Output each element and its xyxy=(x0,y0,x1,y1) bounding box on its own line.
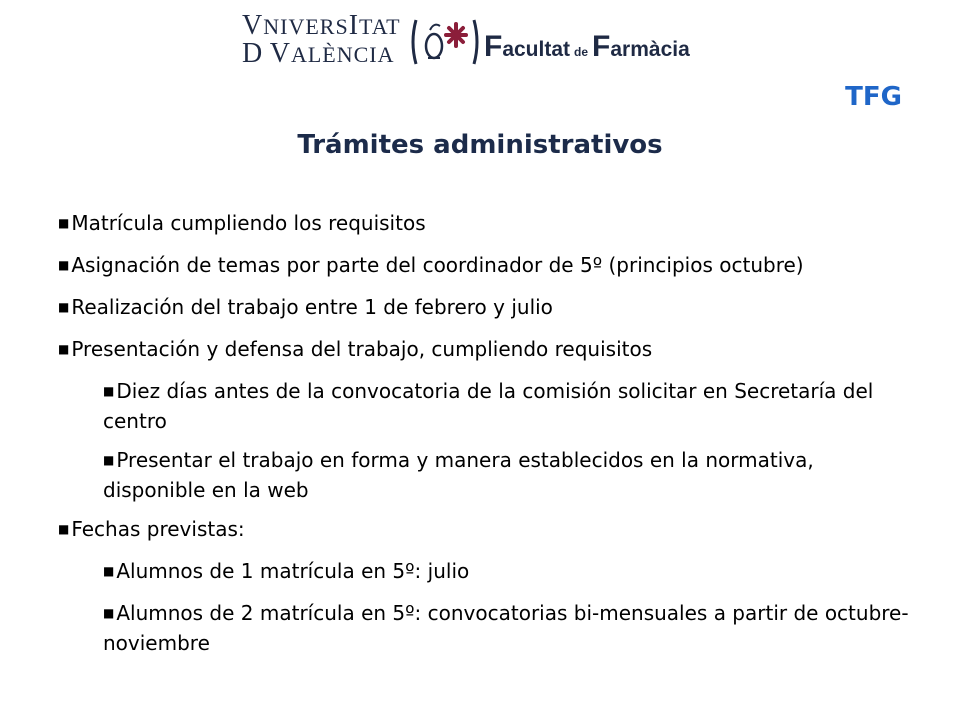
bullet-icon: ■ xyxy=(58,258,70,272)
faculty-letter: F xyxy=(484,30,503,63)
logo-letter: I xyxy=(348,10,360,41)
tfg-tag: TFG xyxy=(845,82,902,112)
list-subitem xyxy=(58,447,918,504)
faculty-name xyxy=(484,30,690,64)
faculty-word: de xyxy=(574,45,589,59)
list-item xyxy=(58,252,918,282)
logo-text: NIVERS xyxy=(263,14,349,39)
bullet-list xyxy=(58,210,918,669)
logo-letter: V xyxy=(242,10,264,41)
list-item xyxy=(58,294,918,324)
list-item-text: Fechas previstas: xyxy=(71,517,245,541)
bullet-icon: ■ xyxy=(58,300,70,314)
list-item xyxy=(58,210,918,240)
list-item-text: Alumnos de 1 matrícula en 5º: julio xyxy=(116,559,470,583)
list-item-text: Matrícula cumpliendo los requisitos xyxy=(71,211,426,235)
bullet-icon: ■ xyxy=(103,453,115,467)
list-subitem xyxy=(58,600,918,657)
list-subitem xyxy=(58,378,918,435)
page-title: Trámites administrativos xyxy=(297,130,663,160)
list-item-text: Alumnos de 2 matrícula en 5º: convocatorias bi-mensuales a partir de octubre-noviembre xyxy=(103,601,909,655)
list-item-text: Asignación de temas por parte del coordinador de 5º (principios octubre) xyxy=(71,253,804,277)
list-subitem xyxy=(58,558,918,588)
logo-letter: V xyxy=(269,38,291,69)
bullet-icon: ■ xyxy=(103,606,115,620)
bullet-icon: ■ xyxy=(58,342,70,356)
logo-text: ALÈNCIA xyxy=(290,42,395,67)
faculty-crest-icon xyxy=(410,16,480,68)
list-item-text: Realización del trabajo entre 1 de febrero y julio xyxy=(71,295,553,319)
university-logo xyxy=(238,10,718,70)
faculty-letter: F xyxy=(592,30,611,63)
faculty-word: acultat xyxy=(502,38,571,61)
logo-letter: D xyxy=(242,38,264,69)
logo-line-valencia xyxy=(242,38,395,70)
list-item-text: Diez días antes de la convocatoria de la comisión solicitar en Secretaría del centro xyxy=(103,379,874,433)
list-item-text: Presentación y defensa del trabajo, cumpliendo requisitos xyxy=(71,337,653,361)
bullet-icon: ■ xyxy=(58,522,70,536)
bullet-icon: ■ xyxy=(103,384,115,398)
bullet-icon: ■ xyxy=(58,216,70,230)
list-item xyxy=(58,336,918,366)
faculty-word: armàcia xyxy=(610,38,690,61)
bullet-icon: ■ xyxy=(103,564,115,578)
list-item xyxy=(58,516,918,546)
logo-text: TAT xyxy=(359,14,401,39)
list-item-text: Presentar el trabajo en forma y manera establecidos en la normativa, disponible en la web xyxy=(103,448,814,502)
